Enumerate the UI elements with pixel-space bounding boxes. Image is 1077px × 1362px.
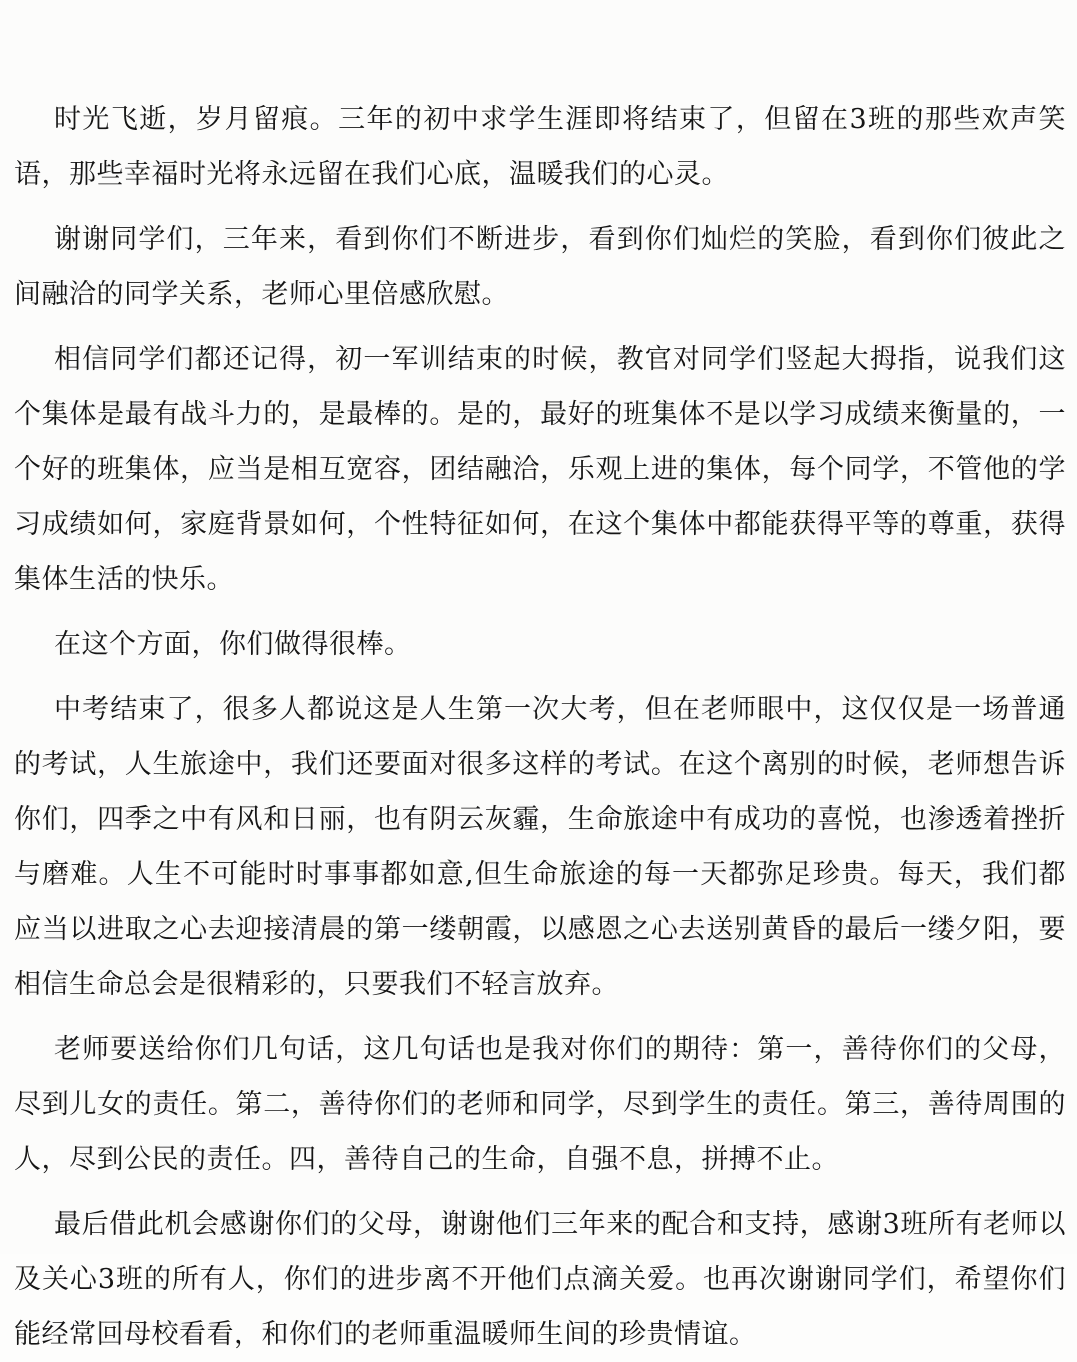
- paragraph-expectations: 老师要送给你们几句话，这几句话也是我对你们的期待：第一，善待你们的父母，尽到儿女的责任。第二，善待你们的老师和同学，尽到学生的责任。第三，善待周围的人，尽到公民的责任。四，善待自己的生命，自强不息，拼搏不止。: [14, 1034, 1066, 1175]
- letter-body: [14, 92, 1066, 1362]
- paragraph-exam: 中考结束了，很多人都说这是人生第一次大考，但在老师眼中，这仅仅是一场普通的考试，人生旅途中，我们还要面对很多这样的考试。在这个离别的时候，老师想告诉你们，四季之中有风和日丽，也有阴云灰霾，生命旅途中有成功的喜悦，也渗透着挫折与磨难。人生不可能时时事事都如意,但生命旅途的每一天都弥足珍贵。每天，我们都应当以进取之心去迎接清晨的第一缕朝霞，以感恩之心去送别黄昏的最后一缕夕阳，要相信生命总会是很精彩的，只要我们不轻言放弃。: [14, 694, 1066, 1000]
- paragraph-thanks: 谢谢同学们，三年来，看到你们不断进步，看到你们灿烂的笑脸，看到你们彼此之间融洽的同学关系，老师心里倍感欣慰。: [14, 224, 1066, 310]
- paragraph-collective: 相信同学们都还记得，初一军训结束的时候，教官对同学们竖起大拇指，说我们这个集体是最有战斗力的，是最棒的。是的，最好的班集体不是以学习成绩来衡量的，一个好的班集体，应当是相互宽容，团结融洽，乐观上进的集体，每个同学，不管他的学习成绩如何，家庭背景如何，个性特征如何，在这个集体中都能获得平等的尊重，获得集体生活的快乐。: [14, 344, 1066, 595]
- paragraph-closing: 最后借此机会感谢你们的父母，谢谢他们三年来的配合和支持，感谢3班所有老师以及关心3班的所有人，你们的进步离不开他们点滴关爱。也再次谢谢同学们，希望你们能经常回母校看看，和你们的老师重温暖师生间的珍贵情谊。: [14, 1209, 1066, 1350]
- paragraph-praise: 在这个方面，你们做得很棒。: [54, 629, 412, 660]
- paragraph-opening: 时光飞逝，岁月留痕。三年的初中求学生涯即将结束了，但留在3班的那些欢声笑语，那些幸福时光将永远留在我们心底，温暖我们的心灵。: [14, 104, 1066, 190]
